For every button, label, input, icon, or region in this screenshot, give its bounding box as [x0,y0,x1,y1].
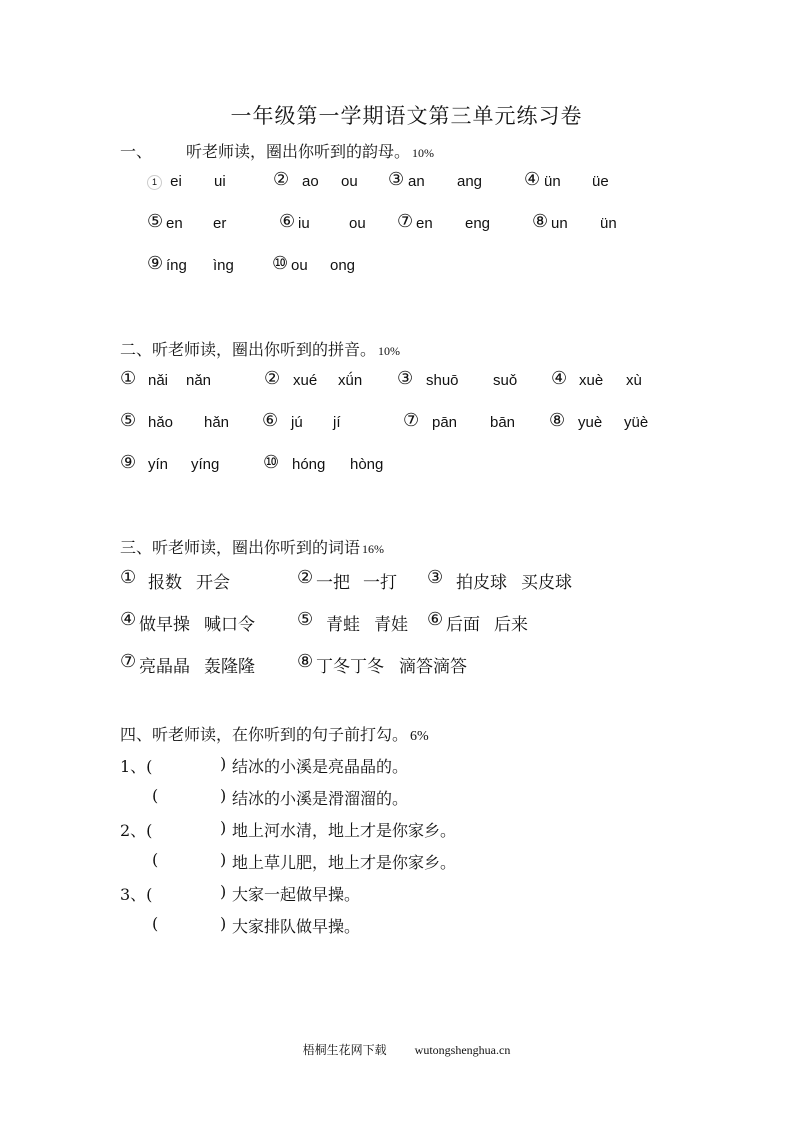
item-number: ③ [427,567,444,588]
option-a[interactable]: 丁冬丁冬 [316,657,384,677]
choice-prefix: ( [152,850,159,869]
sentence-option[interactable]: 地上草儿肥，地上才是你家乡。 [232,853,457,872]
item-number: ⑦ [397,211,414,232]
item-number: ⑦ [403,410,420,431]
section2-heading [120,337,400,360]
option-b[interactable]: ui [214,173,226,190]
section3-heading-text: 三、听老师读，圈出你听到的词语 [120,538,361,557]
item-number: ③ [397,368,414,389]
item-number: ⑩ [263,452,280,473]
option-a[interactable]: 拍皮球 [456,573,507,593]
choice-prefix: 2、( [120,821,153,840]
option-a[interactable]: hǎo [148,414,174,431]
option-b[interactable]: 滴答滴答 [399,657,467,677]
footer-url[interactable]: wutongshenghua.cn [414,1043,511,1057]
item-number: ⑤ [297,609,314,630]
option-a[interactable]: en [416,215,433,232]
choice-prefix: 1、( [120,757,153,776]
sentence-option[interactable]: 结冰的小溪是亮晶晶的。 [232,757,409,776]
item-number: ④ [551,368,568,389]
item-number: ① [120,368,137,389]
option-a[interactable]: un [551,215,568,232]
item-number: ⑨ [147,253,164,274]
section3-heading [120,535,384,558]
option-b[interactable]: xǘn [338,372,363,389]
option-a[interactable]: yuè [578,414,603,431]
item-number: ② [264,368,281,389]
option-a[interactable]: ou [291,257,308,274]
option-a[interactable]: 后面 [446,615,480,635]
option-a[interactable]: íng [166,257,187,274]
option-b[interactable]: ang [457,173,483,190]
option-b[interactable]: 一打 [363,573,397,593]
option-b[interactable]: hòng [350,456,384,473]
option-b[interactable]: 买皮球 [521,573,572,593]
section1-heading-text: 听老师读，圈出你听到的韵母。 [186,142,411,161]
choice-close-paren: ) [220,882,227,901]
option-b[interactable]: eng [465,215,491,232]
section2-heading-text: 二、听老师读，圈出你听到的拼音。 [120,340,377,359]
choice-prefix: 3、( [120,885,153,904]
option-a[interactable]: xuè [579,372,604,389]
item-number: ② [273,169,290,190]
page-title: 一年级第一学期语文第三单元练习卷 [230,104,583,128]
option-b[interactable]: jí [333,414,341,431]
option-b[interactable]: 轰隆隆 [204,657,255,677]
option-a[interactable]: 做早操 [139,615,190,635]
option-b[interactable]: hǎn [204,414,230,431]
section3-score: 16% [362,542,385,556]
item-number: ⑤ [147,211,164,232]
option-b[interactable]: üe [592,173,609,190]
option-a[interactable]: shuō [426,372,459,389]
option-b[interactable]: yüè [624,414,649,431]
option-b[interactable]: ou [341,173,358,190]
item-number: ⑦ [120,651,137,672]
footer-site-name: 梧桐生花网下载 [302,1043,387,1057]
option-a[interactable]: ao [302,173,319,190]
item-number: ⑥ [279,211,296,232]
option-a[interactable]: iu [298,215,310,232]
option-b[interactable]: ìng [213,257,234,274]
footer [0,1041,793,1058]
option-a[interactable]: xué [293,372,318,389]
option-b[interactable]: yíng [191,456,220,473]
item-number: ④ [120,609,137,630]
choice-close-paren: ) [220,754,227,773]
item-number: ⑨ [120,452,137,473]
sentence-option[interactable]: 结冰的小溪是滑溜溜的。 [232,789,409,808]
option-a[interactable]: jú [291,414,303,431]
sentence-option[interactable]: 大家排队做早操。 [232,917,361,936]
section2-score: 10% [378,344,401,358]
option-b[interactable]: ou [349,215,366,232]
option-b[interactable]: er [213,215,227,232]
choice-prefix: ( [152,786,159,805]
option-b[interactable]: 青娃 [374,615,408,635]
s1-item-1 [147,173,182,190]
option-a[interactable]: en [166,215,183,232]
section1-label: 一、 [120,142,153,161]
option-a[interactable]: hóng [292,456,326,473]
choice-close-paren: ) [220,850,227,869]
choice-prefix: ( [152,914,159,933]
item-number: ⑩ [272,253,289,274]
option-b[interactable]: 后来 [494,615,528,635]
option-a[interactable]: 亮晶晶 [139,657,190,677]
item-number: ⑧ [297,651,314,672]
option-a[interactable]: 报数 [148,573,182,593]
option-b[interactable]: ong [330,257,356,274]
item-number: 1 [147,175,162,190]
option-a[interactable]: 青蛙 [326,615,360,635]
choice-close-paren: ) [220,818,227,837]
option-b[interactable]: ün [600,215,617,232]
item-number: ⑧ [549,410,566,431]
item-number: ⑤ [120,410,137,431]
option-a[interactable]: ei [170,173,182,190]
option-b[interactable]: suǒ [493,372,518,389]
option-a[interactable]: an [408,173,425,190]
item-number: ① [120,567,137,588]
section4-score: 6% [410,729,429,744]
section4-heading [120,722,429,745]
option-a[interactable]: pān [432,414,458,431]
item-number: ④ [524,169,541,190]
option-a[interactable]: yín [148,456,169,473]
sentence-option[interactable]: 大家一起做早操。 [232,885,361,904]
option-b[interactable]: bān [490,414,516,431]
section4-heading-text: 四、听老师读，在你听到的句子前打勾。 [120,725,409,744]
item-number: ⑥ [427,609,444,630]
option-b[interactable]: nǎn [186,372,212,389]
choice-close-paren: ) [220,786,227,805]
option-a[interactable]: 一把 [316,573,350,593]
option-a[interactable]: nǎi [148,372,169,389]
section1-heading [120,139,434,162]
option-b[interactable]: 喊口令 [204,615,255,635]
item-number: ③ [388,169,405,190]
item-number: ② [297,567,314,588]
item-number: ⑧ [532,211,549,232]
sentence-option[interactable]: 地上河水清，地上才是你家乡。 [232,821,457,840]
option-b[interactable]: 开会 [196,573,230,593]
option-b[interactable]: xù [626,372,642,389]
choice-close-paren: ) [220,914,227,933]
option-a[interactable]: ün [544,173,561,190]
section1-score: 10% [412,146,435,160]
item-number: ⑥ [262,410,279,431]
